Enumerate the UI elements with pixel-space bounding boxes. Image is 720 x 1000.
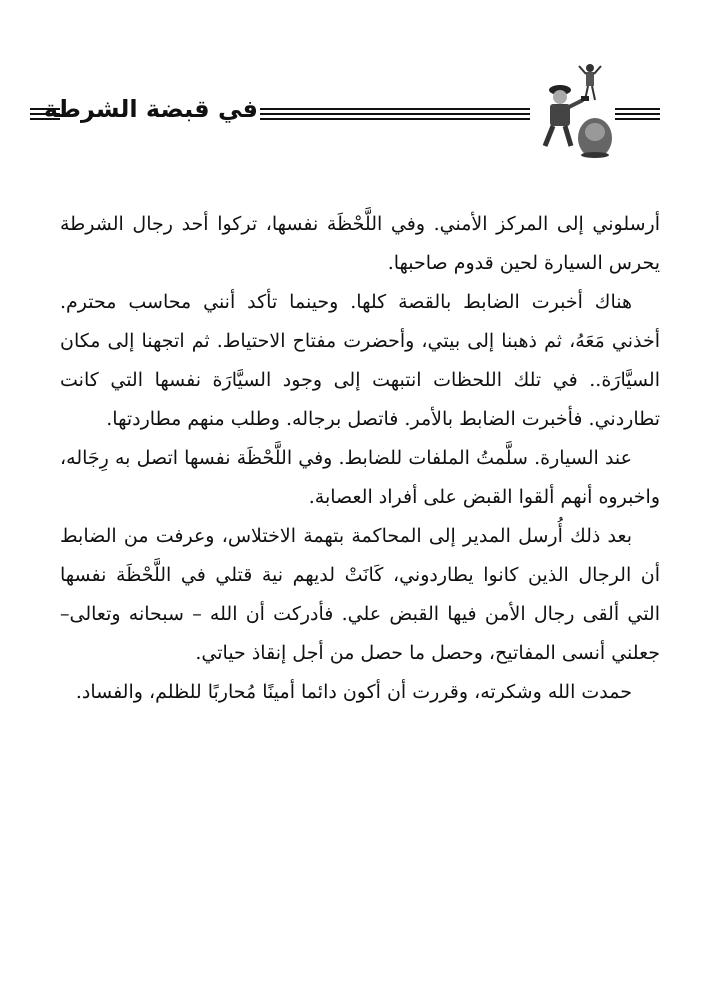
header-rule-middle bbox=[260, 108, 530, 122]
paragraph-2: هناك أخبرت الضابط بالقصة كلها. وحينما تأكد أنني محاسب محترم. أخذني مَعَهُ، ثم ذهبنا إلى بيتي، وأحضرت مفتاح الاحتياط. ثم اتجهنا إلى مكان السيَّارَة.. في تلك اللحظات انتبهت إلى وجود السيَّارَة نفسها التي كانت تطاردني. فأخبرت الضابط بالأمر. فاتصل برجاله. وطلب منهم مطاردتها. bbox=[60, 291, 660, 430]
header-rule-right bbox=[615, 108, 660, 122]
police-officer-illustration-icon bbox=[535, 60, 615, 160]
story-text bbox=[60, 205, 660, 712]
paragraph-5: حمدت الله وشكرته، وقررت أن أكون دائما أمينًا مُحاربًا للظلم، والفساد. bbox=[75, 681, 632, 703]
paragraph-4: بعد ذلك أُرسل المدير إلى المحاكمة بتهمة الاختلاس، وعرفت من الضابط أن الرجال الذين كانوا يطاردوني، كَانَتْ لديهم نية قتلي في اللَّحْظَة نفسها التي ألقى رجال الأمن فيها القبض علي. فأدركت أن الله – سبحانه وتعالى– جعلني أنسى المفاتيح، وحصل ما حصل من أجل إنقاذ حياتي. bbox=[60, 525, 661, 664]
chapter-header bbox=[30, 60, 660, 160]
paragraph-3: عند السيارة. سلَّمتُ الملفات للضابط. وفي اللَّحْظَة نفسها اتصل به رِجَاله، واخبروه أنهم ألقوا القبض على أفراد العصابة. bbox=[60, 447, 660, 508]
paragraph-1: أرسلوني إلى المركز الأمني. وفي اللَّحْظَة نفسها، تركوا أحد رجال الشرطة يحرس السيارة لحين قدوم صاحبها. bbox=[60, 213, 660, 274]
chapter-title: في قبضة الشرطة bbox=[43, 95, 258, 123]
